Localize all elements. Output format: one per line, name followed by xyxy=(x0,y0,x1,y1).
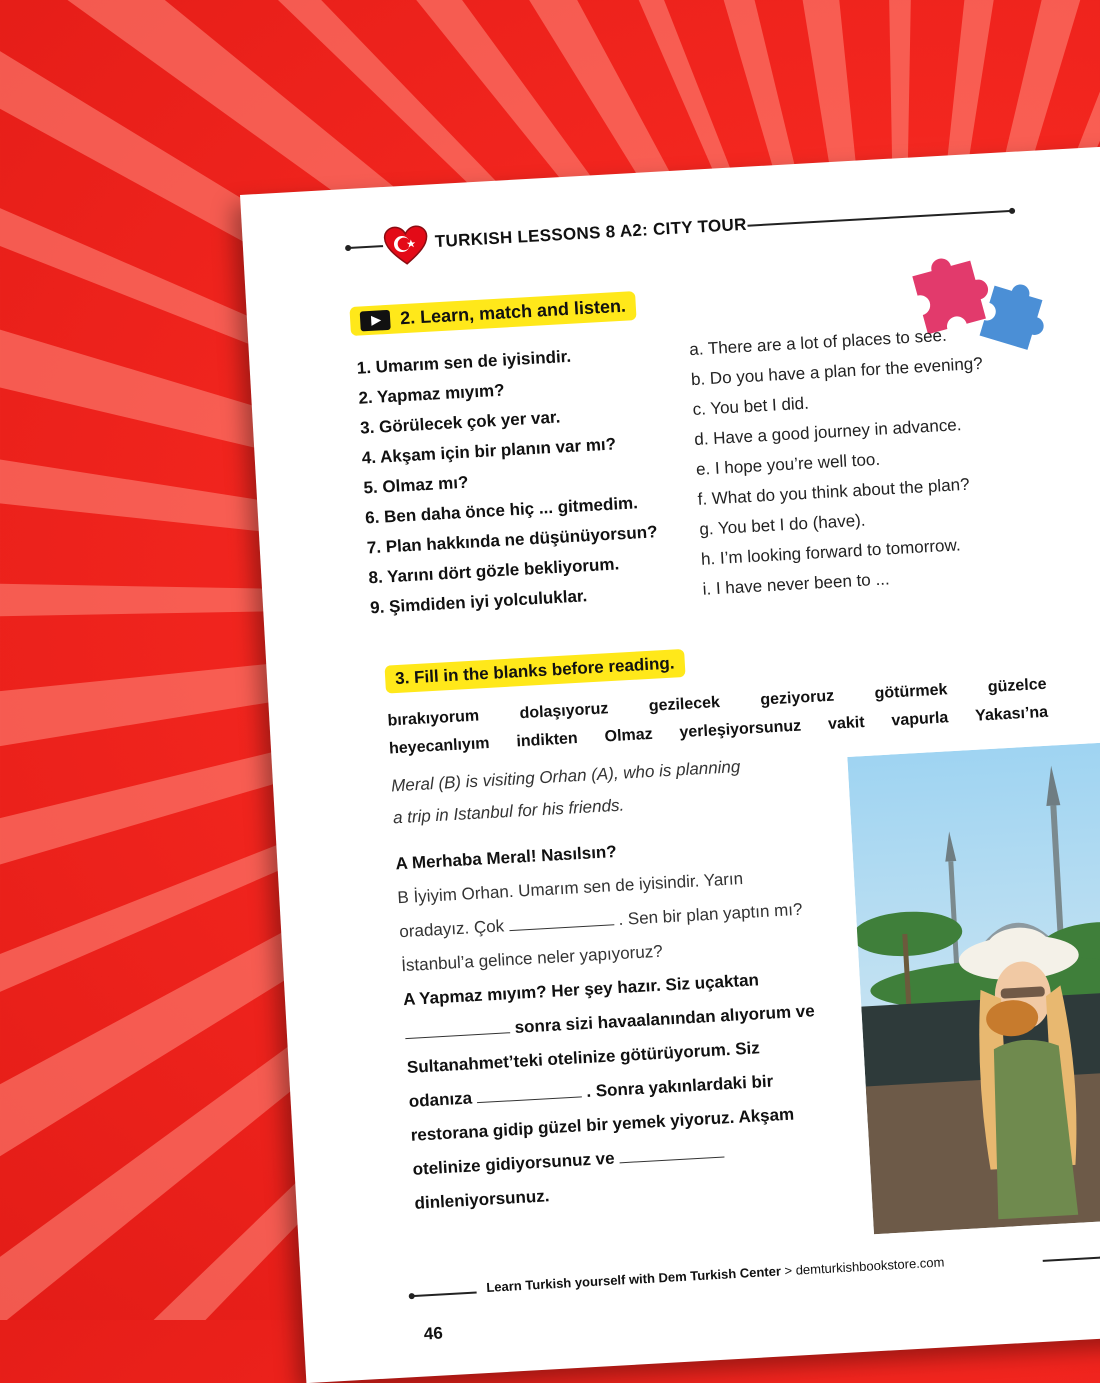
dialog-line: restorana gidip güzel bir yemek yiyoruz. Akşam xyxy=(410,1104,795,1145)
header-rule-left xyxy=(348,245,383,249)
footer-rule-right xyxy=(1043,1257,1100,1262)
word-chip: heyecanlıyım xyxy=(388,734,490,758)
list-item: 4. Akşam için bir planın var mı? xyxy=(361,434,617,468)
english-translation-list xyxy=(689,319,996,605)
list-item: 7. Plan hakkında ne düşünüyorsun? xyxy=(366,522,658,558)
section-2-title: 2. Learn, match and listen. xyxy=(399,295,627,329)
list-item: e. I hope you’re well too. xyxy=(695,449,881,479)
page-number: 46 xyxy=(423,1323,444,1344)
istanbul-photo xyxy=(847,741,1100,1234)
word-chip: vapurla xyxy=(890,709,949,730)
dialog-line: A Merhaba Meral! Nasılsın? xyxy=(395,842,618,874)
list-item: 2. Yapmaz mıyım? xyxy=(357,380,505,408)
footer-text xyxy=(486,1254,945,1295)
word-chip: indikten xyxy=(515,730,579,751)
dialog-line: dinleniyorsunuz. xyxy=(414,1186,550,1213)
word-chip: gezilecek xyxy=(648,694,721,715)
section-3-heading xyxy=(384,649,685,694)
dialog-text xyxy=(395,823,855,1221)
dialog-line: B İyiyim Orhan. Umarım sen de iyisindir. Yarın xyxy=(396,869,744,908)
blank-field[interactable] xyxy=(619,1142,725,1163)
dialog-line: A Yapmaz mıyım? Her şey hazır. Siz uçaktan xyxy=(402,970,760,1010)
list-item: d. Have a good journey in advance. xyxy=(693,415,962,450)
list-item: c. You bet I did. xyxy=(692,393,810,420)
word-chip: yerleşiyorsunuz xyxy=(679,717,802,742)
list-item: g. You bet I do (have). xyxy=(698,510,867,539)
dialog-fragment: sonra sizi havaalanından alıyorum ve xyxy=(514,1001,816,1037)
list-item: f. What do you think about the plan? xyxy=(697,474,971,509)
list-item: 8. Yarını dört gözle bekliyorum. xyxy=(368,554,620,588)
section-2-heading xyxy=(349,291,636,336)
turkish-flag-heart-icon xyxy=(382,225,430,268)
word-chip: götürmek xyxy=(874,681,948,703)
lesson-title: TURKISH LESSONS 8 A2: CITY TOUR xyxy=(434,214,748,252)
dialog-line: Sultanahmet’teki otelinize götürüyorum. Siz xyxy=(406,1038,761,1078)
list-item: 1. Umarım sen de iyisindir. xyxy=(356,346,572,378)
word-chip: geziyoruz xyxy=(759,687,835,709)
workbook-page xyxy=(240,145,1100,1383)
word-chip: bırakıyorum xyxy=(387,707,480,730)
word-chip: güzelce xyxy=(987,675,1047,697)
blank-field[interactable] xyxy=(405,1018,511,1039)
footer-rule-left xyxy=(412,1292,477,1298)
blank-field[interactable] xyxy=(508,910,614,931)
word-chip: dolaşıyoruz xyxy=(519,700,609,723)
list-item: 3. Görülecek çok yer var. xyxy=(359,407,561,438)
list-item: 9. Şimdiden iyi yolculuklar. xyxy=(369,586,588,618)
section-3-title: 3. Fill in the blanks before reading. xyxy=(394,653,675,689)
intro-line: Meral (B) is visiting Orhan (A), who is planning xyxy=(390,756,741,796)
dialog-fragment: oradayız. Çok xyxy=(398,916,505,942)
footer-tagline: Learn Turkish yourself with Dem Turkish Center xyxy=(485,1263,782,1295)
footer-link[interactable]: demturkishbookstore.com xyxy=(795,1254,945,1278)
dialog-line: İstanbul’a gelince neler yapıyoruz? xyxy=(400,941,664,976)
word-chip: Yakası’na xyxy=(974,703,1049,725)
list-item: 6. Ben daha önce hiç ... gitmedim. xyxy=(364,493,639,528)
list-item: a. There are a lot of places to see. xyxy=(688,325,948,360)
turkish-phrase-list xyxy=(356,338,662,624)
dialog-fragment: otelinize gidiyorsunuz ve xyxy=(412,1148,616,1179)
word-chip: vakit xyxy=(827,713,865,733)
footer-arrow: > xyxy=(780,1262,797,1279)
dialog-fragment: odanıza xyxy=(408,1088,473,1111)
dialog-fragment: . Sen bir plan yaptın mı? xyxy=(617,899,803,929)
list-item: 5. Olmaz mı? xyxy=(363,472,469,498)
dialog-fragment: . Sonra yakınlardaki bir xyxy=(585,1071,774,1102)
list-item: i. I have never been to ... xyxy=(702,569,891,599)
list-item: h. I’m looking forward to tomorrow. xyxy=(700,535,962,569)
blank-field[interactable] xyxy=(476,1082,582,1103)
intro-line: a trip in Istanbul for his friends. xyxy=(392,795,625,828)
play-icon[interactable] xyxy=(360,309,391,331)
header-rule-right xyxy=(747,210,1012,227)
word-chip: Olmaz xyxy=(604,725,654,746)
list-item: b. Do you have a plan for the evening? xyxy=(690,353,984,390)
